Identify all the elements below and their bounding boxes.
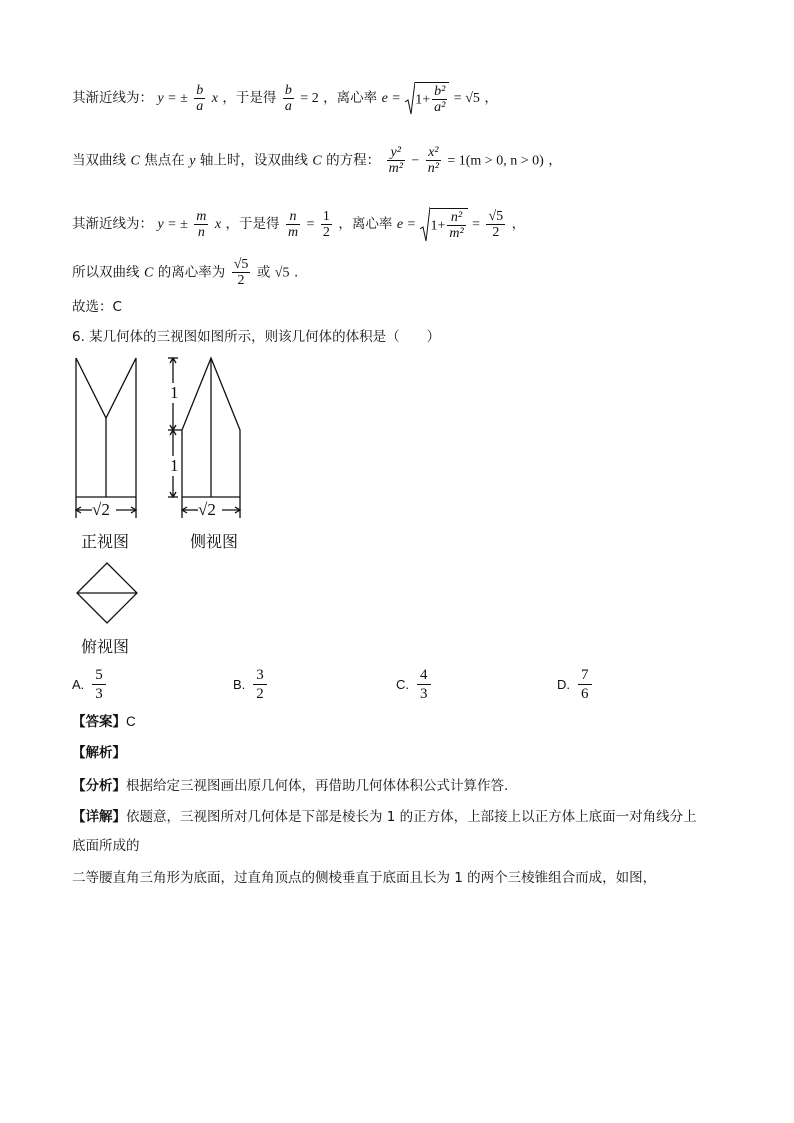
text-segment: 的离心率为 <box>157 264 226 281</box>
fraction: $\frac{b}{a}$ <box>284 82 292 114</box>
fraction: $\frac{√5}{2}$ <box>233 257 249 288</box>
text-segment: ，离心率 <box>338 216 393 232</box>
fenxi-tag: 【分析】 <box>72 778 126 794</box>
option-c[interactable] <box>396 666 431 703</box>
math-segment: = <box>306 217 315 232</box>
front-view-label: 正视图 <box>81 532 130 551</box>
option-fraction: $\frac{4}{3}$ <box>417 666 431 703</box>
sqrt-expression: 1+ $\frac{\text{b²}}{\text{a²}}$ <box>405 80 449 116</box>
fraction: $\frac{m}{n}$ <box>196 208 207 240</box>
option-b[interactable] <box>233 666 267 703</box>
math-segment: − <box>411 153 420 169</box>
text-segment: ， <box>484 90 498 106</box>
option-label: D. <box>557 677 570 692</box>
fraction: $\frac{b}{a}$ <box>196 82 204 114</box>
math-segment: = 2 <box>300 91 319 106</box>
text-segment: 其渐近线为： <box>72 216 153 232</box>
front-view-dimension: √2 <box>92 500 110 519</box>
text-segment: ，离心率 <box>323 90 378 106</box>
math-segment: = <box>472 217 481 232</box>
math-segment: C <box>130 153 140 169</box>
fraction: $\frac{√5}{2}$ <box>488 208 504 240</box>
text-segment: ，于是得 <box>222 90 277 106</box>
text-segment: 所以双曲线 <box>72 264 140 281</box>
side-view-height-2: 1 <box>170 456 179 475</box>
detail-text: 依题意，三视图所对几何体是下部是棱长为 1 的正方体，上部接上以正方体上底面一对角线分上 <box>126 809 697 825</box>
side-view-label: 侧视图 <box>190 532 239 551</box>
option-fraction: $\frac{5}{3}$ <box>92 666 106 703</box>
text-segment: ，于是得 <box>225 216 280 232</box>
text-segment: 的方程： <box>326 152 381 169</box>
analysis-tag: 【解析】 <box>72 745 126 761</box>
text-segment: ， <box>548 152 562 169</box>
text-segment: 其渐近线为： <box>72 90 153 106</box>
math-segment: x <box>211 91 218 106</box>
answer-tag: 【答案】 <box>72 714 126 730</box>
math-segment: C <box>312 153 322 169</box>
answer-line <box>72 712 136 732</box>
math-segment: = 1(m > 0, n > 0) <box>447 153 544 169</box>
math-segment: √5 <box>274 265 290 281</box>
text-segment: ， <box>511 216 526 232</box>
fraction: $\frac{n}{m}$ <box>287 208 299 240</box>
option-fraction: $\frac{3}{2}$ <box>253 666 267 703</box>
top-view-figure <box>74 560 144 630</box>
math-segment: y = ± <box>157 91 188 106</box>
option-label: B. <box>233 677 246 692</box>
top-view-label: 俯视图 <box>81 637 130 656</box>
math-segment: = √5 <box>453 91 480 106</box>
fenxi-text: 根据给定三视图画出原几何体，再借助几何体体积公式计算作答. <box>126 778 509 794</box>
fraction: $\frac{\text{x²}}{\text{n²}}$ <box>427 145 439 176</box>
detail-tag: 【详解】 <box>72 809 126 825</box>
text-segment: 轴上时，设双曲线 <box>199 152 308 169</box>
solution-line-3 <box>72 205 525 243</box>
question-6: 6. 某几何体的三视图如图所示，则该几何体的体积是（ ） <box>72 329 441 345</box>
math-segment: C <box>143 265 154 281</box>
answer-value: C <box>126 714 136 729</box>
option-label: A. <box>72 677 85 692</box>
detail-line-3: 二等腰直角三角形为底面，过直角顶点的侧棱垂直于底面且长为 1 的两个三棱锥组合而成，如图， <box>72 870 657 886</box>
choice-statement: 故选：C <box>72 299 122 315</box>
fraction: $\frac{\text{y²}}{\text{m²}}$ <box>388 145 403 176</box>
side-view-dimension: √2 <box>198 500 216 519</box>
solution-line-2 <box>72 145 562 176</box>
fraction: $\frac{1}{2}$ <box>322 208 330 240</box>
option-label: C. <box>396 677 409 692</box>
text-segment: 焦点在 <box>144 152 185 169</box>
math-segment: y = ± <box>157 217 188 232</box>
fenxi-line <box>72 776 508 796</box>
side-view-height-1: 1 <box>170 383 179 402</box>
detail-line-1 <box>72 807 697 827</box>
text-segment: . <box>293 264 299 281</box>
math-segment: e = <box>396 217 416 232</box>
solution-line-4 <box>72 257 298 288</box>
detail-line-2: 底面所成的 <box>72 838 140 854</box>
option-d[interactable] <box>557 666 592 703</box>
sqrt-expression: 1+ $\frac{\text{n²}}{\text{m²}}$ <box>420 205 467 243</box>
solution-line-1 <box>72 80 498 116</box>
math-segment: e = <box>381 91 401 106</box>
math-segment: x <box>214 217 222 232</box>
front-view-figure <box>70 352 150 527</box>
option-fraction: $\frac{7}{6}$ <box>578 666 592 703</box>
text-segment: 当双曲线 <box>72 152 126 169</box>
option-a[interactable] <box>72 666 106 703</box>
math-segment: y <box>189 153 196 169</box>
text-segment: 或 <box>256 264 271 281</box>
